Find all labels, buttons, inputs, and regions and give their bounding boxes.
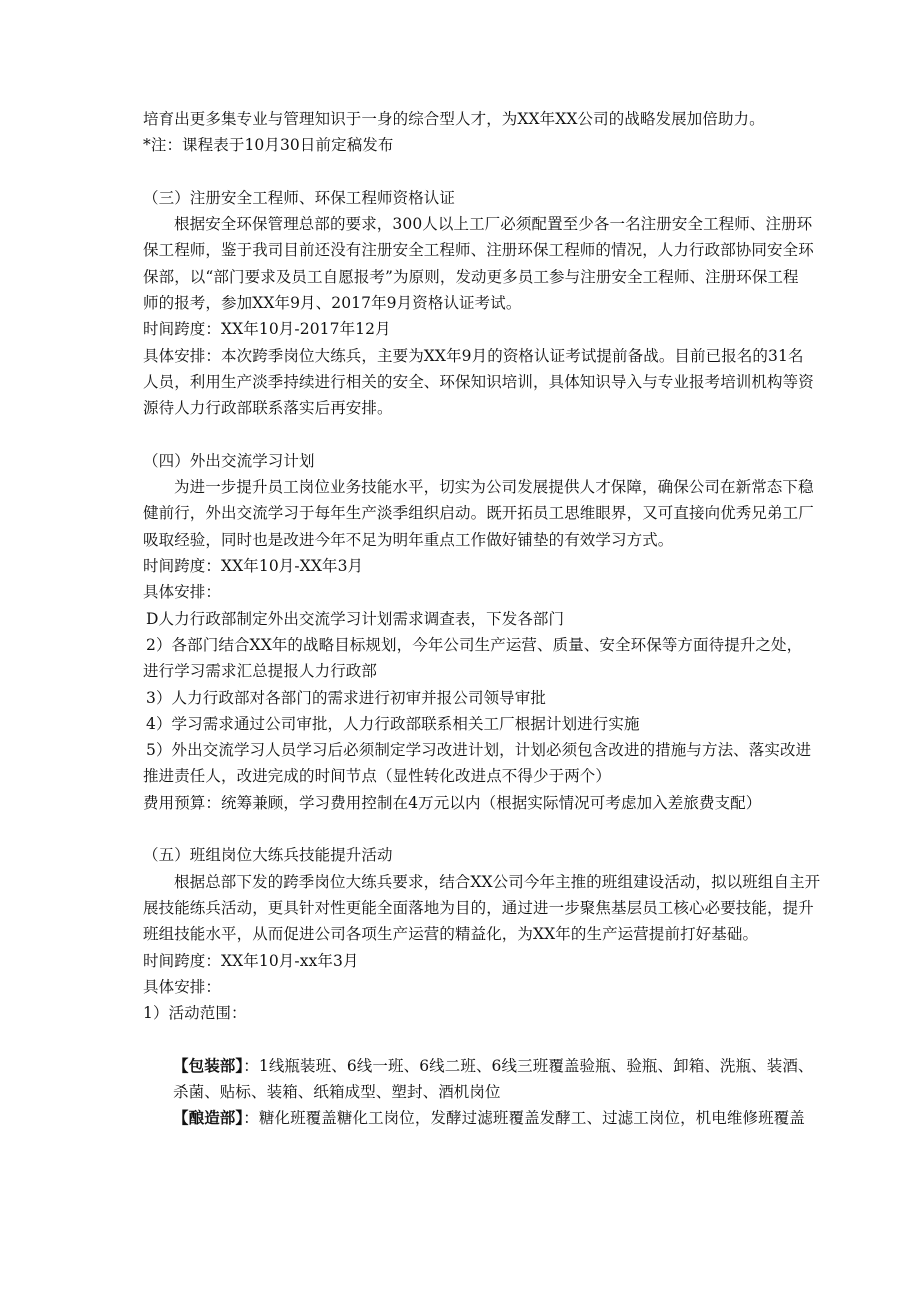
section3-arrangement-line: 具体安排：本次跨季岗位大练兵，主要为XX年9月的资格认证考试提前备战。目前已报名的31名 [143,346,804,365]
packaging-dept-text: ：1线瓶装班、6线一班、6线二班、6线三班覆盖验瓶、验瓶、卸箱、洗瓶、装酒、 [243,1056,814,1075]
section3-arrangement-line: 源待人力行政部联系落实后再安排。 [143,399,393,418]
packaging-dept-continuation: 杀菌、贴标、装箱、纸箱成型、塑封、酒机岗位 [173,1082,501,1101]
packaging-dept-line [143,1053,823,1079]
section3-paragraph-line: 师的报考，参加XX年9月、2017年9月资格认证考试。 [143,294,522,313]
section3-paragraph-line: 根据安全环保管理总部的要求，300人以上工厂必须配置至少各一名注册安全工程师、注册环 [174,215,813,234]
section4-paragraph-line: 吸取经验，同时也是改进今年不足为明年重点工作做好铺垫的有效学习方式。 [143,530,674,549]
section4-arrangement-label: 具体安排： [143,583,222,602]
section5-paragraph-line: 展技能练兵活动，更具针对性更能全面落地为目的，通过进一步聚焦基层员工核心必要技能，提升 [143,898,814,917]
section5-paragraph-line: 班组技能水平，从而促进公司各项生产运营的精益化，为XX年的生产运营提前打好基础。 [143,925,759,944]
section4-step: D人力行政部制定外出交流学习计划需求调查表，下发各部门 [146,609,565,628]
section5-arrangement-label: 具体安排： [143,977,222,996]
section3-timespan: 时间跨度：XX年10月-2017年12月 [143,320,391,339]
spacer [143,1026,823,1052]
section4-step-continuation: 进行学习需求汇总提报人力行政部 [143,662,378,681]
section4-paragraph-line: 为进一步提升员工岗位业务技能水平，切实为公司发展提供人才保障，确保公司在新常态下稳 [174,478,814,497]
section4-step: 5）外出交流学习人员学习后必须制定学习改进计划，计划必须包含改进的措施与方法、落实改进 [146,741,812,760]
document-page [143,106,823,1132]
section5-scope-label: 1）活动范围： [143,1004,247,1023]
spacer [143,422,823,448]
packaging-dept-tag: 【包装部】 [173,1055,244,1075]
section5-timespan: 时间跨度：XX年10月-xx年3月 [143,951,359,970]
section3-arrangement-line: 人员，利用生产淡季持续进行相关的安全、环保知识培训，具体知识导入与专业报考培训机构等资 [143,372,814,391]
section4-timespan: 时间跨度：XX年10月-XX年3月 [143,557,364,576]
brewing-dept-text: ：糖化班覆盖糖化工岗位，发酵过滤班覆盖发酵工、过滤工岗位，机电维修班覆盖 [243,1109,805,1128]
intro-line: 培育出更多集专业与管理知识于一身的综合型人才，为XX年XX公司的战略发展加倍助力。 [143,110,765,128]
section4-step: 4）学习需求通过公司审批，人力行政部联系相关工厂根据计划进行实施 [146,714,640,733]
section4-heading: （四）外出交流学习计划 [143,451,315,470]
brewing-dept-line [143,1105,823,1131]
section4-budget: 费用预算：统筹兼顾，学习费用控制在4万元以内（根据实际情况可考虑加入差旅费支配） [143,793,762,812]
spacer [143,159,823,185]
section4-step: 2）各部门结合XX年的战略目标规划，今年公司生产运营、质量、安全环保等方面待提升之处， [146,635,803,654]
section4-step: 3）人力行政部对各部门的需求进行初审并报公司领导审批 [146,688,546,707]
section5-paragraph-line: 根据总部下发的跨季岗位大练兵要求，结合XX公司今年主推的班组建设活动，拟以班组自主开 [174,872,821,891]
section3-paragraph-line: 保工程师，鉴于我司目前还没有注册安全工程师、注册环保工程师的情况，人力行政部协同安全环 [143,241,814,260]
section3-paragraph-line: 保部，以“部门要求及员工自愿报考”为原则，发动更多员工参与注册安全工程师、注册环保工程 [143,267,799,286]
section4-step-continuation: 推进责任人，改进完成的时间节点（显性转化改进点不得少于两个） [143,767,612,786]
brewing-dept-tag: 【酿造部】 [173,1108,244,1128]
section3-heading: （三）注册安全工程师、环保工程师资格认证 [143,188,456,207]
spacer [143,816,823,842]
section4-paragraph-line: 健前行，外出交流学习于每年生产淡季组织启动。既开拓员工思维眼界，又可直接向优秀兄弟工厂 [143,504,814,523]
schedule-note: *注：课程表于10月30日前定稿发布 [143,136,394,155]
section5-heading: （五）班组岗位大练兵技能提升活动 [143,846,393,865]
